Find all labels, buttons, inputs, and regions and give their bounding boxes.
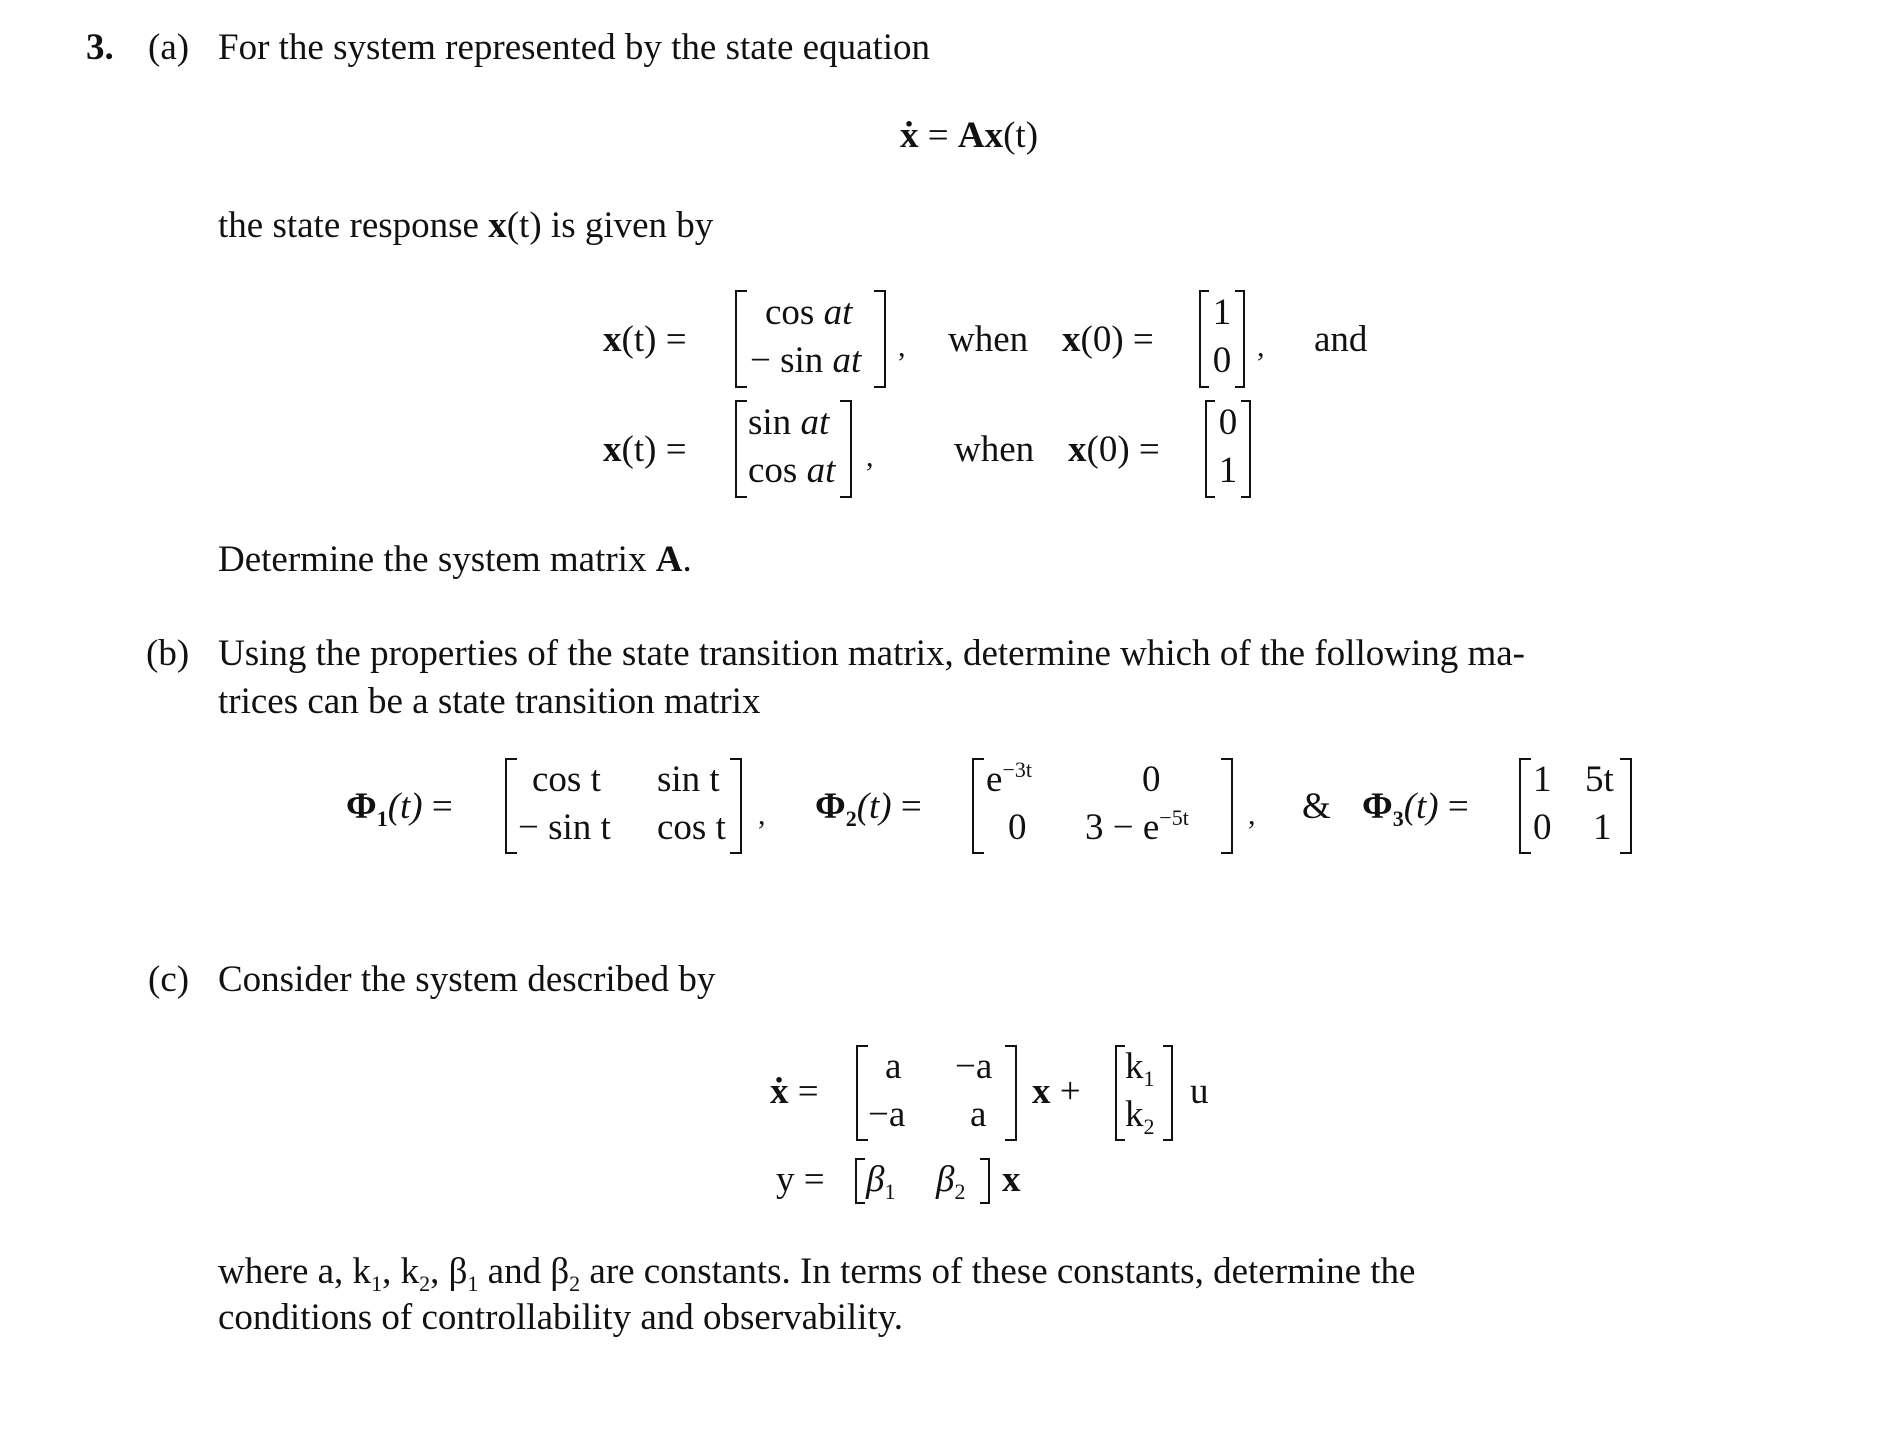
part-a-intro: For the system represented by the state equation (218, 27, 931, 68)
phi2-m22: $3 - e^{-5t}$ (1085, 805, 1189, 848)
case1-and: and (1314, 319, 1368, 360)
phi1-m21: − sin t (518, 807, 611, 848)
case2-init-bracket-right (1241, 400, 1251, 498)
output-lhs: y = (776, 1159, 825, 1200)
a-matrix-bracket-right (1005, 1045, 1017, 1141)
case2-init-lhs: x(0) = (1068, 429, 1160, 470)
part-b-label: (b) (146, 633, 190, 674)
phi3-m12: 5t (1585, 759, 1614, 800)
part-c-final-line2: conditions of controllability and observability. (218, 1297, 904, 1338)
xdot-lhs: ẋ = (770, 1071, 819, 1112)
state-equation: ẋ = Ax(t) (900, 115, 1039, 156)
case2-bracket-left (735, 400, 747, 498)
part-c-intro: Consider the system described by (218, 959, 716, 1000)
part-c-final-line1: where a, $k_1$, $k_2$, $\beta_1$ and $\beta_2$ are constants. In terms of these constants, determine the (218, 1251, 1416, 1296)
case1-bracket-left (735, 290, 747, 388)
phi3-m21: 0 (1533, 807, 1552, 848)
b-matrix-k2: $k_2$ (1125, 1094, 1155, 1139)
case2-bracket-right (840, 400, 852, 498)
phi1-m11: cos t (532, 759, 601, 800)
phi1-bracket-right (730, 758, 742, 854)
b-matrix-bracket-right (1163, 1045, 1173, 1141)
part-a-label: (a) (148, 27, 190, 68)
phi3-m11: 1 (1533, 759, 1552, 800)
case2-comma: , (866, 440, 874, 473)
case2-when: when (954, 429, 1035, 470)
case2-row2: cos at (748, 450, 836, 491)
a-matrix-m21: −a (868, 1094, 906, 1135)
problem-number: 3. (86, 27, 114, 68)
part-c-label: (c) (148, 959, 190, 1000)
c-matrix-beta2: $\beta_2$ (936, 1159, 966, 1204)
case2-init-2: 1 (1218, 450, 1238, 491)
phi1-bracket-left (505, 758, 517, 854)
case1-bracket-right (874, 290, 886, 388)
phi2-m11: $e^{-3t}$ (986, 757, 1032, 800)
c-matrix-bracket-right (980, 1158, 990, 1204)
phi3-bracket-left (1519, 758, 1531, 854)
case1-row2: − sin at (750, 340, 862, 381)
phi1-m12: sin t (657, 759, 720, 800)
a-matrix-bracket-left (856, 1045, 868, 1141)
phi2-m12: 0 (1142, 759, 1161, 800)
a-matrix-m11: a (885, 1046, 902, 1087)
a-matrix-m22: a (970, 1094, 987, 1135)
case1-init-2: 0 (1212, 340, 1232, 381)
case1-init-1: 1 (1212, 292, 1232, 333)
case1-row1: cos at (765, 292, 853, 333)
phi2-bracket-right (1221, 758, 1233, 854)
state-x-plus: x + (1032, 1071, 1081, 1112)
response-text: the state response x(t) is given by (218, 205, 714, 246)
case2-lhs: x(t) = (603, 429, 687, 470)
phi2-comma: , (1248, 798, 1256, 831)
part-a-task: Determine the system matrix A. (218, 539, 692, 580)
output-x: x (1002, 1159, 1021, 1200)
case1-comma2: , (1257, 330, 1265, 363)
phi1-m22: cos t (657, 807, 726, 848)
c-matrix-bracket-left (855, 1158, 865, 1204)
part-b-line2: trices can be a state transition matrix (218, 681, 761, 722)
case1-comma: , (898, 330, 906, 363)
a-matrix-m12: −a (955, 1046, 993, 1087)
phi1-lhs: $\Phi_1(t)$ = (346, 786, 453, 831)
case1-lhs: x(t) = (603, 319, 687, 360)
phi1-comma: , (758, 798, 766, 831)
ampersand: & (1302, 786, 1331, 827)
phi2-bracket-left (972, 758, 984, 854)
part-b-line1: Using the properties of the state transition matrix, determine which of the following ma- (218, 633, 1525, 674)
case2-row1: sin at (748, 402, 830, 443)
phi2-lhs: $\Phi_2(t)$ = (815, 786, 922, 831)
c-matrix-beta1: $\beta_1$ (866, 1159, 896, 1204)
input-u: u (1190, 1071, 1209, 1112)
case1-init-lhs: x(0) = (1062, 319, 1154, 360)
case2-init-1: 0 (1218, 402, 1238, 443)
case1-init-bracket-right (1235, 290, 1245, 388)
b-matrix-k1: $k_1$ (1125, 1046, 1155, 1091)
phi3-lhs: $\Phi_3(t)$ = (1362, 786, 1469, 831)
phi3-bracket-right (1620, 758, 1632, 854)
case1-when: when (948, 319, 1029, 360)
phi2-m21: 0 (1008, 807, 1027, 848)
b-matrix-bracket-left (1115, 1045, 1125, 1141)
phi3-m22: 1 (1593, 807, 1612, 848)
